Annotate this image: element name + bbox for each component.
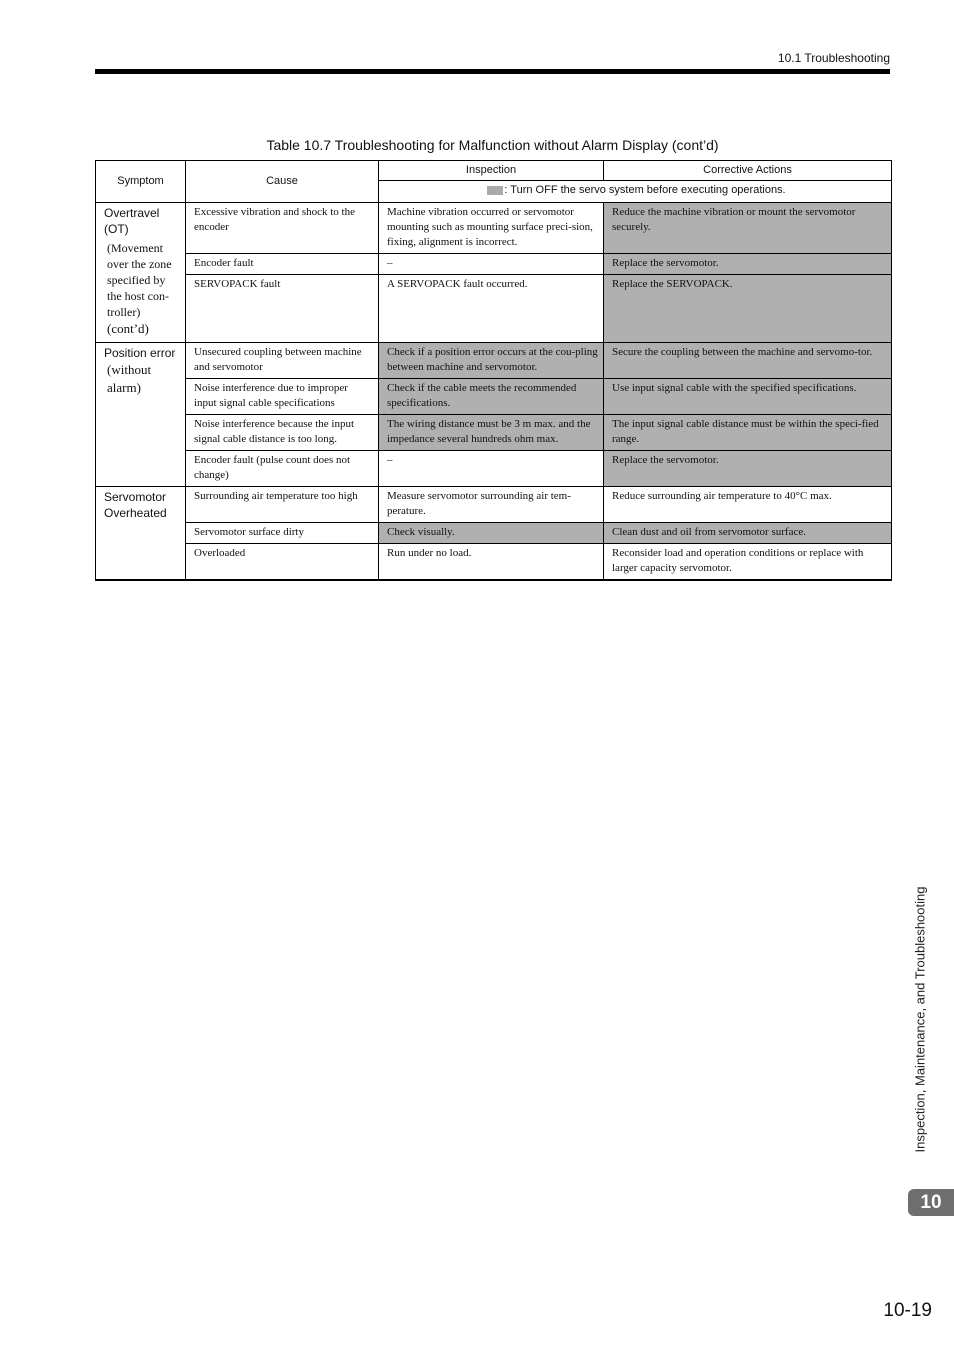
action-cell: Replace the servomotor. — [604, 254, 892, 275]
inspection-cell: – — [379, 254, 604, 275]
symptom-cell — [96, 487, 186, 581]
inspection-cell: – — [379, 451, 604, 487]
inspection-cell: The wiring distance must be 3 m max. and the impedance several hundreds ohm max. — [379, 415, 604, 451]
symptom-cell — [96, 203, 186, 343]
table-row — [96, 254, 892, 275]
action-cell: Replace the SERVOPACK. — [604, 275, 892, 343]
symptom-subtitle: (Movement over the zone specified by the host con-troller) — [107, 241, 172, 319]
table-row — [96, 275, 892, 343]
cause-cell: Surrounding air temperature too high — [186, 487, 379, 523]
chapter-number-badge: 10 — [908, 1189, 954, 1216]
header-row — [96, 161, 892, 181]
cause-cell: Noise interference due to improper input signal cable specifications — [186, 379, 379, 415]
cause-cell: Encoder fault — [186, 254, 379, 275]
inspection-cell: Machine vibration occurred or servomotor mounting such as mounting surface preci-sion, fixing, alignment is incorrect. — [379, 203, 604, 254]
cause-cell: Overloaded — [186, 544, 379, 581]
action-cell: The input signal cable distance must be within the speci-fied range. — [604, 415, 892, 451]
table-row — [96, 343, 892, 379]
inspection-cell: Check visually. — [379, 523, 604, 544]
inspection-cell: A SERVOPACK fault occurred. — [379, 275, 604, 343]
page-number: 10-19 — [883, 1300, 932, 1321]
table-row — [96, 487, 892, 523]
symptom-cell — [96, 343, 186, 487]
cause-cell: Servomotor surface dirty — [186, 523, 379, 544]
header-rule — [95, 69, 890, 74]
shade-swatch — [487, 186, 503, 195]
table-row — [96, 523, 892, 544]
chapter-side-label: Inspection, Maintenance, and Troubleshooting — [912, 886, 928, 1153]
table-row — [96, 415, 892, 451]
inspection-cell: Measure servomotor surrounding air tem-perature. — [379, 487, 604, 523]
table-title: Table 10.7 Troubleshooting for Malfunction without Alarm Display (cont’d) — [266, 137, 719, 153]
action-cell: Reduce the machine vibration or mount the servomotor securely. — [604, 203, 892, 254]
symptom-title: Overtravel (OT) — [104, 206, 160, 236]
cause-cell: Noise interference because the input signal cable distance is too long. — [186, 415, 379, 451]
symptom-title: Position error — [104, 346, 176, 360]
action-cell: Use input signal cable with the specified specifications. — [604, 379, 892, 415]
action-cell: Reconsider load and operation conditions or replace with larger capacity servomotor. — [604, 544, 892, 581]
table-row — [96, 379, 892, 415]
inspection-cell: Check if a position error occurs at the cou-pling between machine and servomotor. — [379, 343, 604, 379]
inspection-cell: Check if the cable meets the recommended specifications. — [379, 379, 604, 415]
cause-cell: SERVOPACK fault — [186, 275, 379, 343]
symptom-title: Servomotor Overheated — [104, 490, 167, 520]
shading-note-text: : Turn OFF the servo system before executing operations. — [504, 184, 786, 196]
running-header: 10.1 Troubleshooting — [777, 51, 890, 65]
action-cell: Replace the servomotor. — [604, 451, 892, 487]
col-header-cause: Cause — [186, 161, 379, 203]
chapter-side-tab — [908, 870, 932, 1170]
cause-cell: Encoder fault (pulse count does not change) — [186, 451, 379, 487]
shading-note — [379, 181, 892, 203]
table-row — [96, 451, 892, 487]
cause-cell: Excessive vibration and shock to the encoder — [186, 203, 379, 254]
action-cell: Secure the coupling between the machine and servomo-tor. — [604, 343, 892, 379]
inspection-cell: Run under no load. — [379, 544, 604, 581]
table-row — [96, 203, 892, 254]
col-header-symptom: Symptom — [96, 161, 186, 203]
col-header-corrective: Corrective Actions — [604, 161, 892, 181]
cause-cell: Unsecured coupling between machine and servomotor — [186, 343, 379, 379]
troubleshooting-table — [95, 160, 892, 581]
symptom-subtitle-2: (without alarm) — [107, 362, 152, 395]
table-row — [96, 544, 892, 581]
action-cell: Reduce surrounding air temperature to 40°C max. — [604, 487, 892, 523]
symptom-subtitle-2: (cont’d) — [107, 321, 149, 336]
col-header-inspection: Inspection — [379, 161, 604, 181]
action-cell: Clean dust and oil from servomotor surface. — [604, 523, 892, 544]
